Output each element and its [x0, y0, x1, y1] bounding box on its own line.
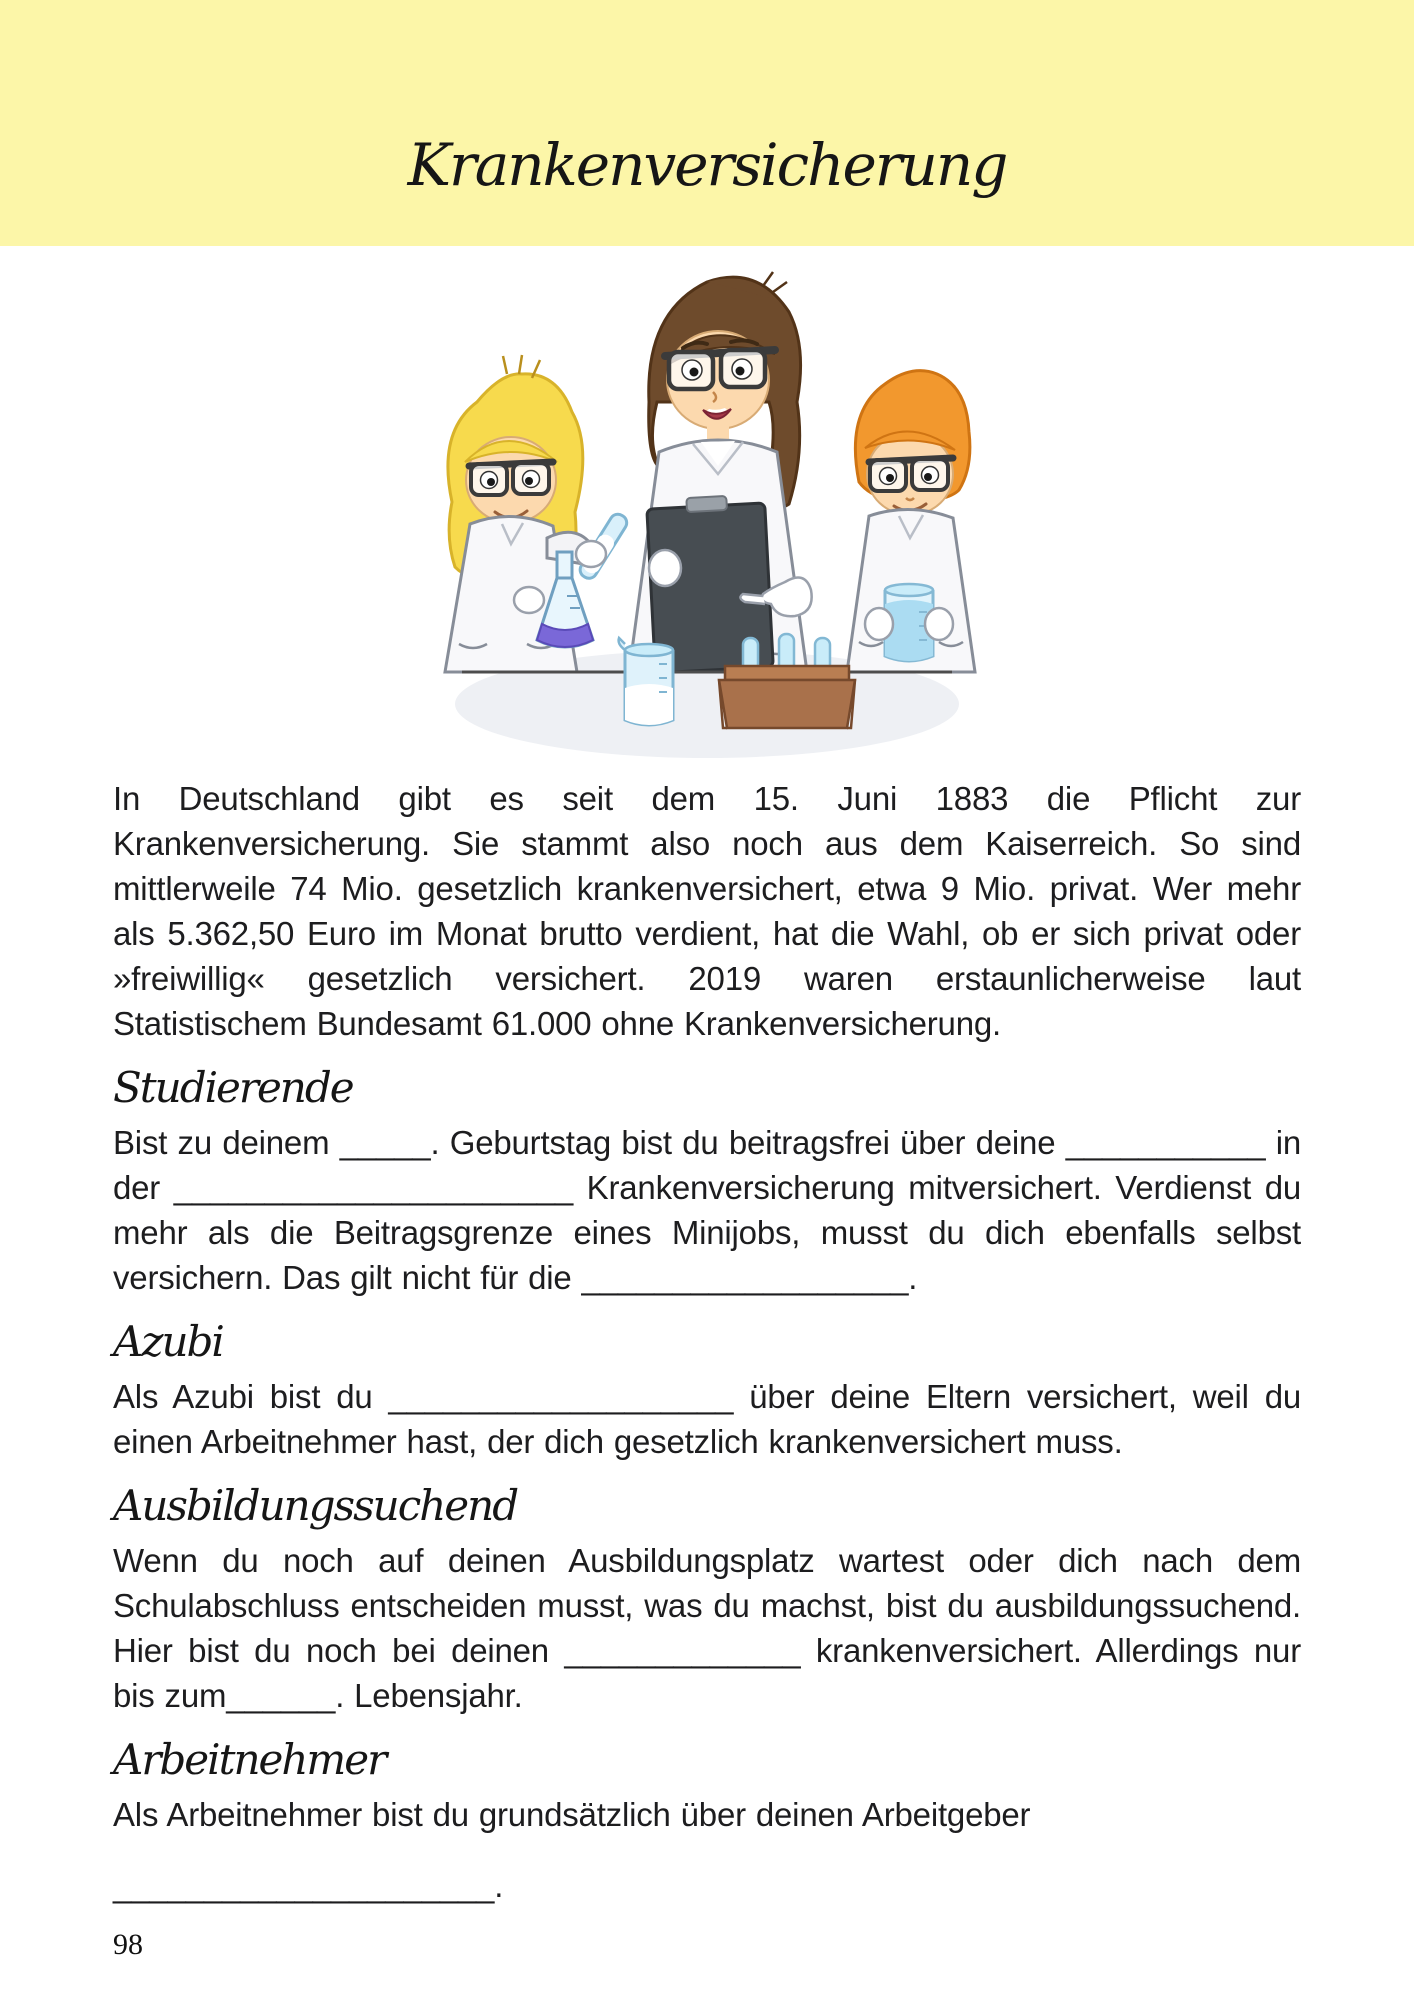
section-arbeitnehmer: [113, 1734, 1301, 1908]
heading-ausbildungssuchend: Ausbildungssuchend: [113, 1481, 518, 1530]
page-title: Krankenversicherung: [407, 131, 1007, 199]
girl-scientist: [445, 355, 630, 672]
text-arbeitnehmer: Als Arbeitnehmer bist du grundsätzlich über deinen Arbeitgeber: [113, 1796, 1031, 1833]
section-azubi: [113, 1316, 1301, 1464]
table-beaker: [619, 638, 673, 725]
heading-studierende: Studierende: [113, 1063, 353, 1112]
section-studierende: [113, 1062, 1301, 1300]
text-ausbildungssuchend: Wenn du noch auf deinen Ausbildungsplatz wartest oder dich nach dem Schulabschluss entscheiden musst, was du machst, bist du ausbildungssuchend. Hier bist du noch bei deinen _____________ krankenversichert. Allerdings nur bis zum______. Lebensjahr.: [113, 1542, 1301, 1714]
boy-scientist: [847, 371, 975, 672]
intro-paragraph: In Deutschland gibt es seit dem 15. Juni 1883 die Pflicht zur Krankenversicherung. Sie stammt also noch aus dem Kaiserreich. So sind mittlerweile 74 Mio. gesetzlich krankenversichert, etwa 9 Mio. privat. Wer mehr als 5.362,50 Euro im Monat brutto verdient, hat die Wahl, ob er sich privat oder »freiwillig« gesetzlich versichert. 2019 waren erstaunlicherweise laut Statistischem Bundesamt 61.000 ohne Krankenversicherung.: [113, 780, 1301, 1042]
page-number: 98: [113, 1928, 143, 1961]
scientists-illustration: [397, 252, 1017, 764]
blank-line-arbeitnehmer: _____________________.: [113, 1867, 504, 1904]
page-content: [0, 776, 1414, 1962]
section-ausbildungssuchend: [113, 1480, 1301, 1718]
heading-azubi: Azubi: [113, 1317, 223, 1366]
teacher-scientist: [629, 272, 812, 673]
text-studierende: Bist zu deinem _____. Geburtstag bist du beitragsfrei über deine ___________ in der ______________________ Krankenversicherung mitversichert. Verdienst du mehr als die Beitragsgrenze eines Minijobs, musst du dich ebenfalls selbst versichern. Das gilt nicht für die __________________.: [113, 1124, 1301, 1296]
title-banner: [0, 0, 1414, 246]
heading-arbeitnehmer: Arbeitnehmer: [113, 1735, 386, 1784]
text-azubi: Als Azubi bist du ___________________ über deine Eltern versichert, weil du einen Arbeitnehmer hast, der dich gesetzlich krankenversichert muss.: [113, 1378, 1301, 1460]
